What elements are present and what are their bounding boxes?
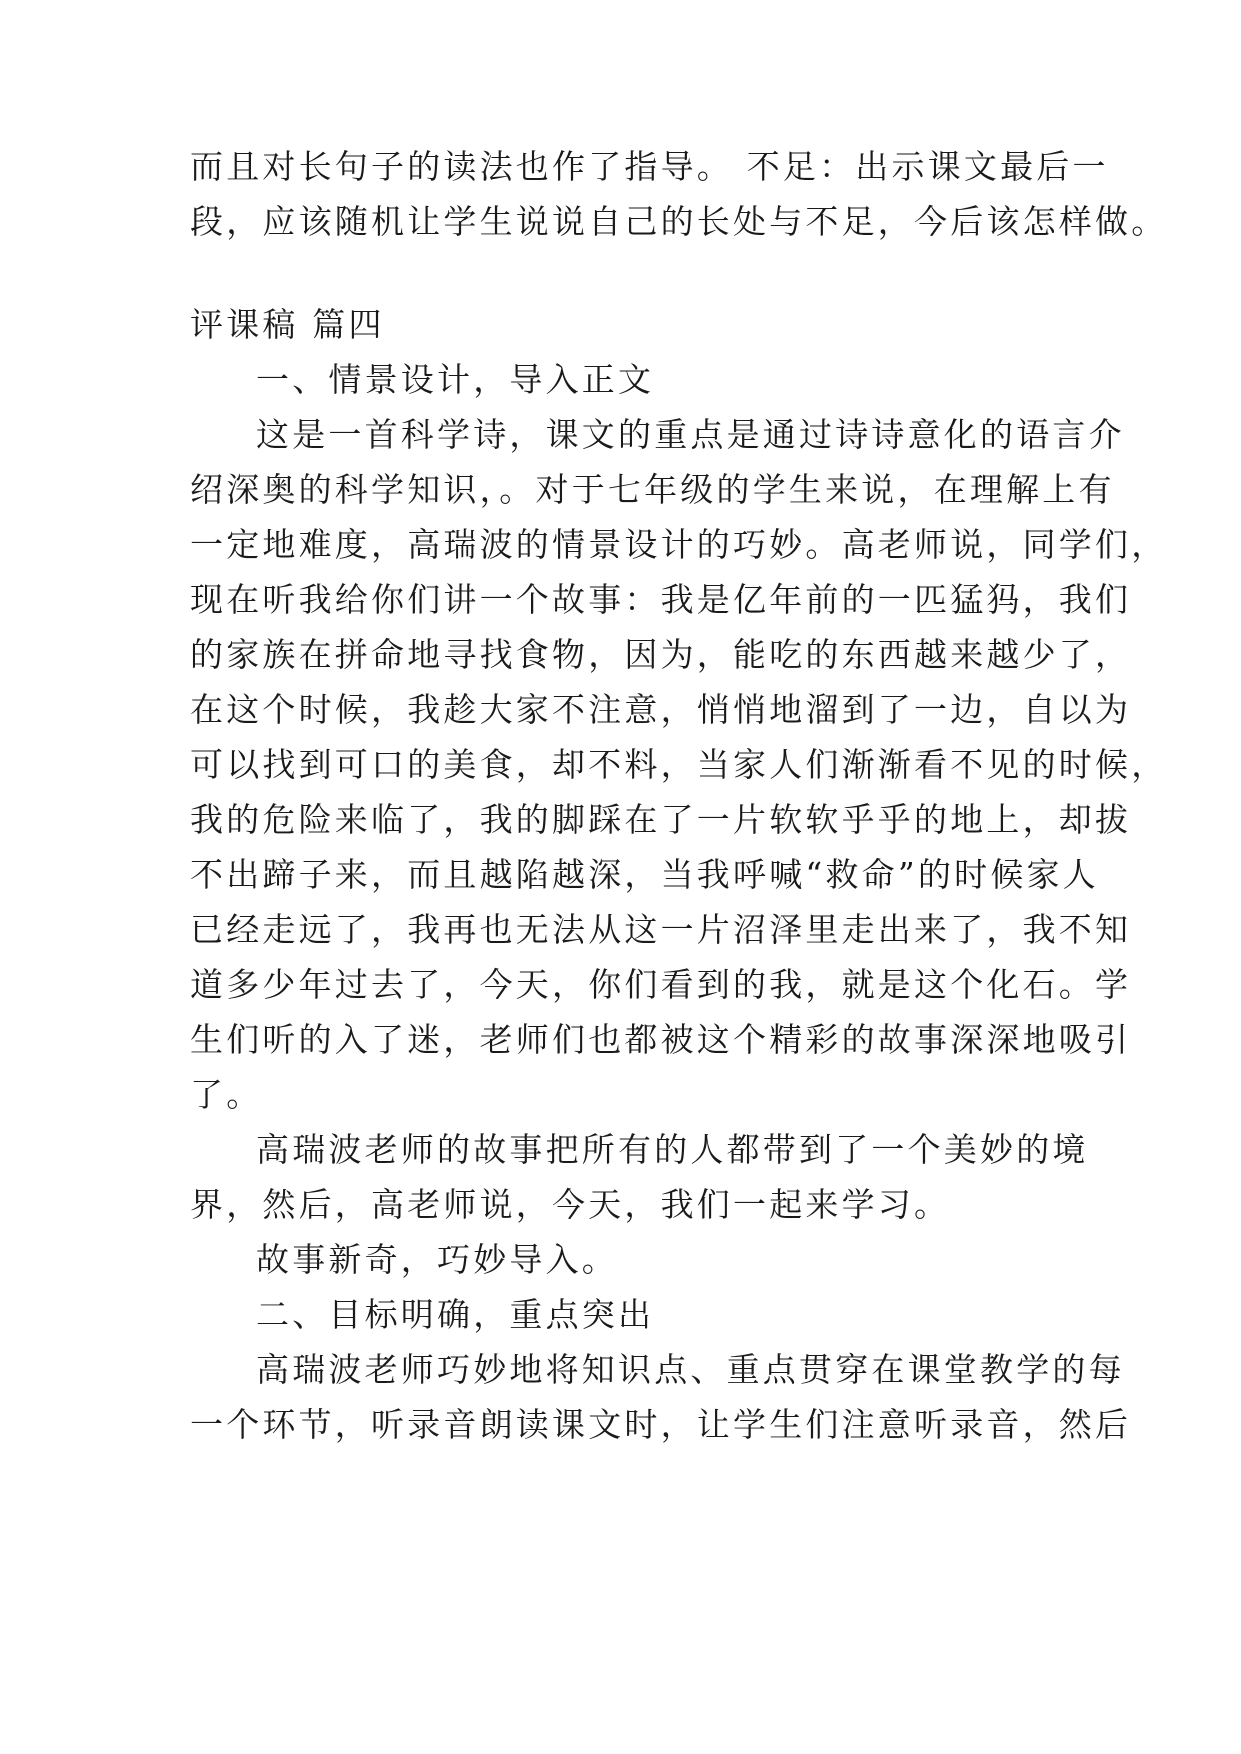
story-line-10: 已经走远了，我再也无法从这一片沼泽里走出来了，我不知 [190,910,1132,949]
story-line-9: 不出蹄子来，而且越陷越深，当我呼喊“救命”的时候家人 [190,855,1099,894]
story-line-5: 的家族在拼命地寻找食物，因为，能吃的东西越来越少了， [190,635,1132,674]
prev-paragraph-line-2: 段，应该随机让学生说说自己的长处与不足，今后该怎样做。 [190,202,1168,241]
paragraph-2-line-2: 界，然后，高老师说，今天，我们一起来学习。 [190,1185,951,1224]
prev-paragraph-line-1: 而且对长句子的读法也作了指导。 不足：出示课文最后一 [190,147,1109,186]
story-line-2: 绍深奥的科学知识，。对于七年级的学生来说，在理解上有 [190,470,1115,509]
story-line-8: 我的危险来临了，我的脚踩在了一片软软乎乎的地上，却拔 [190,800,1132,839]
story-line-11: 道多少年过去了，今天，你们看到的我，就是这个化石。学 [190,965,1132,1004]
story-line-12: 生们听的入了迷，老师们也都被这个精彩的故事深深地吸引 [190,1020,1132,1059]
story-line-3: 一定地难度，高瑞波的情景设计的巧妙。高老师说，同学们， [190,525,1168,564]
story-line-1: 这是一首科学诗，课文的重点是通过诗诗意化的语言介 [256,415,1125,454]
story-line-6: 在这个时候，我趁大家不注意，悄悄地溜到了一边，自以为 [190,690,1132,729]
paragraph-2-line-1: 高瑞波老师的故事把所有的人都带到了一个美妙的境 [256,1130,1089,1169]
story-line-13: 了。 [190,1075,263,1114]
section-title: 评课稿 篇四 [190,305,385,344]
heading-scene-design: 一、情景设计，导入正文 [256,360,655,399]
paragraph-3: 故事新奇，巧妙导入。 [256,1240,618,1279]
paragraph-4-line-1: 高瑞波老师巧妙地将知识点、重点贯穿在课堂教学的每 [256,1350,1125,1389]
heading-goals: 二、目标明确，重点突出 [256,1295,655,1334]
story-line-4: 现在听我给你们讲一个故事：我是亿年前的一匹猛犸，我们 [190,580,1132,619]
paragraph-4-line-2: 一个环节，听录音朗读课文时，让学生们注意听录音，然后 [190,1405,1132,1444]
story-line-7: 可以找到可口的美食，却不料，当家人们渐渐看不见的时候， [190,745,1168,784]
